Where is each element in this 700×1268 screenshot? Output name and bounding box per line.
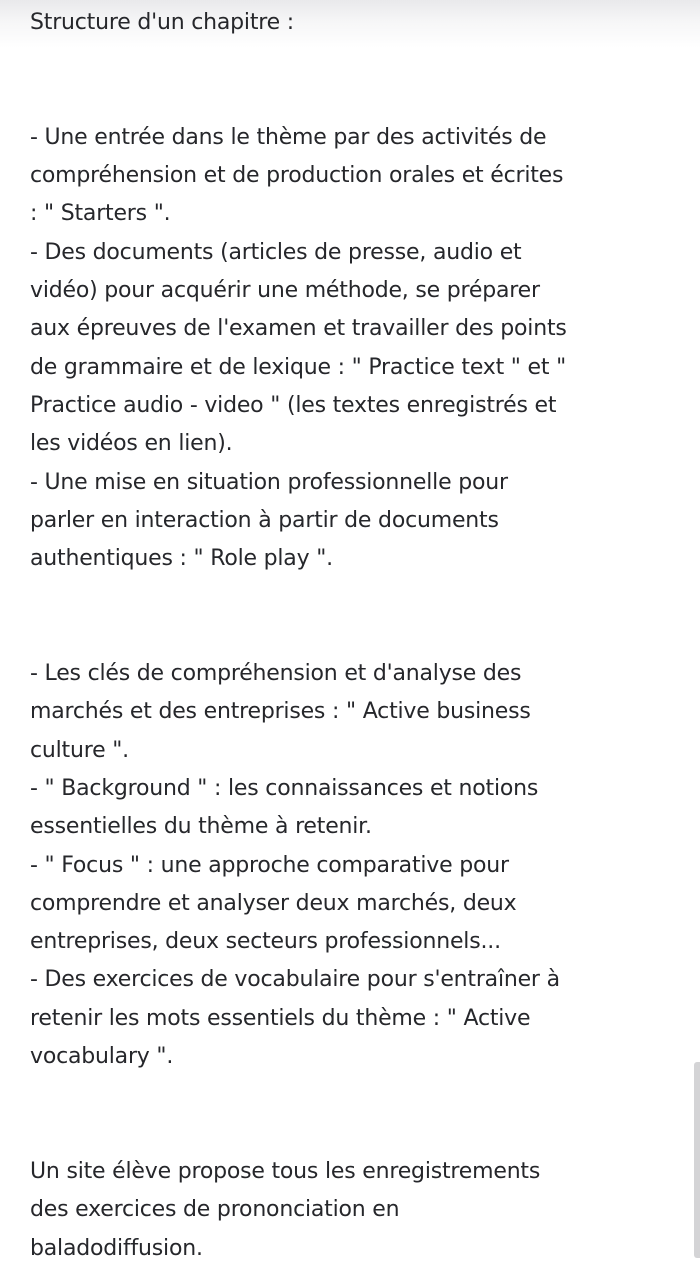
spacer: [30, 42, 670, 119]
text-line: baladodiffusion.: [30, 1235, 203, 1261]
text-line: - Une mise en situation professionnelle pour: [30, 469, 508, 495]
spacer: [30, 578, 670, 655]
text-line: - Les clés de compréhension et d'analyse des: [30, 661, 522, 687]
text-line: - Des documents (articles de presse, audio et: [30, 239, 522, 265]
text-line: de grammaire et de lexique : " Practice text " et ": [30, 354, 566, 380]
paragraph-activities: [30, 119, 670, 579]
text-line: vocabulary ".: [30, 1044, 174, 1070]
text-line: vidéo) pour acquérir une méthode, se préparer: [30, 278, 540, 304]
text-line: : " Starters ".: [30, 201, 171, 227]
text-line: des exercices de prononciation en: [30, 1197, 400, 1223]
text-line: parler en interaction à partir de documents: [30, 507, 499, 533]
text-line: - Une entrée dans le thème par des activités de: [30, 124, 547, 150]
text-line: Practice audio - video " (les textes enregistrés et: [30, 392, 557, 418]
paragraph-business-culture: [30, 655, 670, 1076]
scrollbar-thumb[interactable]: [694, 1062, 700, 1258]
chapter-structure-text: [30, 4, 670, 1268]
text-line: aux épreuves de l'examen et travailler des points: [30, 316, 567, 342]
text-line: entreprises, deux secteurs professionnels...: [30, 929, 501, 955]
text-line: essentielles du thème à retenir.: [30, 814, 372, 840]
text-line: authentiques : " Role play ".: [30, 546, 333, 572]
paragraph-student-site: [30, 1153, 670, 1268]
text-line: compréhension et de production orales et écrites: [30, 163, 564, 189]
spacer: [30, 1076, 670, 1153]
text-line: les vidéos en lien).: [30, 431, 233, 457]
text-line: - " Background " : les connaissances et notions: [30, 775, 539, 801]
text-line: Un site élève propose tous les enregistrements: [30, 1158, 541, 1184]
text-line: comprendre et analyser deux marchés, deux: [30, 890, 517, 916]
text-line: marchés et des entreprises : " Active business: [30, 699, 531, 725]
section-heading: Structure d'un chapitre :: [30, 10, 294, 35]
text-line: retenir les mots essentiels du thème : " Active: [30, 1005, 531, 1031]
text-line: - " Focus " : une approche comparative pour: [30, 852, 509, 878]
text-line: culture ".: [30, 737, 129, 763]
text-line: - Des exercices de vocabulaire pour s'entraîner à: [30, 967, 560, 993]
